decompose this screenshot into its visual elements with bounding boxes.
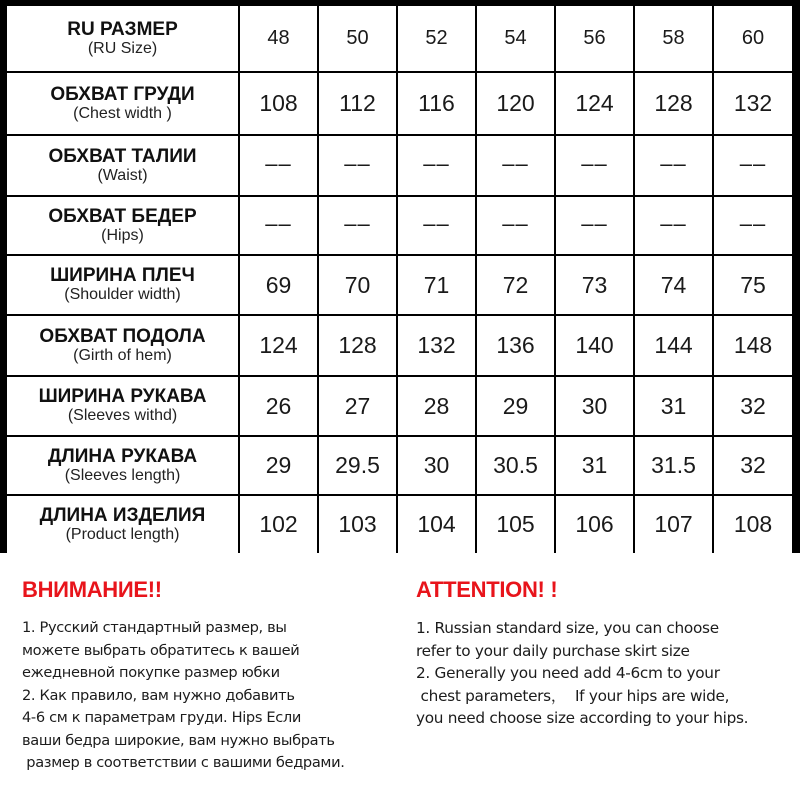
measurement-cell bbox=[555, 495, 634, 553]
measurement-value: 132 bbox=[733, 90, 773, 116]
measurement-value: 73 bbox=[581, 271, 608, 298]
measurement-cell bbox=[713, 72, 792, 135]
measurement-cell bbox=[634, 376, 713, 436]
row-label-ru: ОБХВАТ БЕДЕР bbox=[48, 205, 197, 227]
measurement-cell bbox=[476, 436, 555, 495]
measurement-cell bbox=[555, 135, 634, 196]
measurement-cell bbox=[476, 315, 555, 376]
row-label bbox=[7, 376, 239, 436]
measurement-value: –– bbox=[344, 210, 371, 236]
note-line: chest parameters， If your hips are wide, bbox=[416, 686, 730, 705]
row-label-en: (Shoulder width) bbox=[64, 286, 181, 303]
measurement-value: 32 bbox=[740, 392, 766, 419]
measurement-cell bbox=[239, 436, 318, 495]
size-header-cell bbox=[476, 6, 555, 72]
header-row bbox=[7, 6, 792, 72]
measurement-value: 108 bbox=[259, 90, 298, 116]
measurement-cell bbox=[239, 376, 318, 436]
measurement-cell bbox=[397, 315, 476, 376]
measurement-value: –– bbox=[660, 150, 687, 176]
measurement-cell bbox=[239, 196, 318, 255]
row-label-en: (RU Size) bbox=[87, 39, 158, 57]
row-label-en: (Hips) bbox=[101, 226, 144, 244]
measurement-value: –– bbox=[265, 150, 292, 176]
note-line: 1. Russian standard size, you can choose bbox=[416, 619, 719, 637]
measurement-value: 74 bbox=[660, 271, 687, 298]
attention-title-en: ATTENTION! ! bbox=[416, 577, 558, 602]
size-header-cell bbox=[239, 6, 318, 72]
measurement-value: 148 bbox=[733, 332, 773, 358]
measurement-cell bbox=[713, 255, 792, 315]
measurement-cell bbox=[713, 315, 792, 376]
note-line: ваши бедра широкие, вам нужно выбрать bbox=[22, 731, 335, 749]
measurement-cell bbox=[397, 72, 476, 135]
row-label-ru: ОБХВАТ ГРУДИ bbox=[50, 83, 195, 105]
row-label-ru: RU РАЗМЕР bbox=[67, 18, 178, 40]
measurement-value: 108 bbox=[733, 511, 773, 537]
attention-notes-russian bbox=[22, 575, 412, 775]
row-label-ru: ОБХВАТ ТАЛИИ bbox=[48, 145, 197, 167]
row-label-ru: ДЛИНА ИЗДЕЛИЯ bbox=[39, 504, 206, 526]
row-label bbox=[7, 436, 239, 495]
measurement-value: –– bbox=[502, 150, 529, 176]
note-line: ежедневной покупке размер юбки bbox=[22, 664, 280, 681]
measurement-value: 128 bbox=[654, 90, 693, 116]
note-line: размер в соответствии с вашими бедрами. bbox=[22, 754, 345, 771]
measurement-value: 132 bbox=[417, 332, 456, 358]
note-line: 1. Русский стандартный размер, вы bbox=[22, 619, 287, 636]
measurement-cell bbox=[555, 72, 634, 135]
measurement-value: 71 bbox=[423, 271, 450, 298]
table-row bbox=[7, 436, 792, 495]
row-label bbox=[7, 196, 239, 255]
measurement-value: 103 bbox=[338, 511, 377, 537]
measurement-value: 29.5 bbox=[335, 452, 380, 478]
row-label-en: (Sleeves length) bbox=[64, 466, 181, 484]
row-label bbox=[7, 72, 239, 135]
measurement-cell bbox=[555, 436, 634, 495]
size-value: 52 bbox=[425, 27, 448, 49]
measurement-cell bbox=[476, 72, 555, 135]
size-chart-table bbox=[7, 6, 792, 553]
measurement-cell bbox=[713, 495, 792, 553]
table-row bbox=[7, 495, 792, 553]
measurement-value: 75 bbox=[740, 271, 766, 298]
table-row bbox=[7, 315, 792, 376]
measurement-value: 112 bbox=[339, 90, 376, 116]
measurement-value: 31 bbox=[581, 452, 608, 478]
measurement-cell bbox=[634, 315, 713, 376]
measurement-value: 27 bbox=[344, 392, 371, 419]
measurement-cell bbox=[634, 495, 713, 553]
measurement-value: –– bbox=[581, 210, 608, 236]
measurement-value: 102 bbox=[259, 511, 298, 537]
measurement-value: 30 bbox=[423, 452, 450, 478]
size-value: 58 bbox=[662, 27, 685, 49]
measurement-value: 30.5 bbox=[493, 452, 538, 478]
measurement-value: 72 bbox=[502, 271, 529, 298]
size-header-cell bbox=[397, 6, 476, 72]
measurement-value: –– bbox=[660, 210, 687, 236]
note-line: можете выбрать обратитесь к вашей bbox=[22, 641, 300, 659]
size-header-cell bbox=[318, 6, 397, 72]
measurement-cell bbox=[318, 376, 397, 436]
measurement-value: 29 bbox=[502, 392, 529, 419]
measurement-value: 106 bbox=[575, 511, 614, 537]
measurement-value: 124 bbox=[575, 90, 614, 116]
measurement-value: 128 bbox=[338, 332, 377, 358]
size-value: 48 bbox=[267, 27, 290, 49]
measurement-value: –– bbox=[423, 210, 450, 236]
measurement-cell bbox=[555, 255, 634, 315]
measurement-value: –– bbox=[265, 210, 292, 236]
measurement-cell bbox=[239, 315, 318, 376]
attention-notes-english bbox=[416, 575, 800, 730]
measurement-cell bbox=[318, 315, 397, 376]
attention-title-ru: ВНИМАНИЕ!! bbox=[22, 577, 162, 602]
measurement-cell bbox=[397, 495, 476, 553]
size-header-cell bbox=[634, 6, 713, 72]
measurement-value: 120 bbox=[496, 90, 535, 116]
table-row bbox=[7, 72, 792, 135]
row-label-en: (Product length) bbox=[65, 525, 180, 543]
measurement-cell bbox=[318, 196, 397, 255]
measurement-cell bbox=[318, 495, 397, 553]
measurement-value: –– bbox=[502, 210, 529, 236]
row-label-en: (Girth of hem) bbox=[73, 346, 172, 364]
row-label bbox=[7, 315, 239, 376]
measurement-cell bbox=[555, 315, 634, 376]
measurement-cell bbox=[476, 255, 555, 315]
row-label bbox=[7, 135, 239, 196]
measurement-cell bbox=[713, 436, 792, 495]
size-value: 60 bbox=[741, 27, 765, 49]
row-label bbox=[7, 255, 239, 315]
measurement-value: 30 bbox=[581, 392, 608, 419]
row-label-en: (Waist) bbox=[97, 166, 148, 184]
row-label-ru: ШИРИНА ПЛЕЧ bbox=[50, 265, 195, 286]
measurement-value: 124 bbox=[259, 332, 298, 358]
measurement-cell bbox=[713, 196, 792, 255]
measurement-cell bbox=[555, 196, 634, 255]
measurement-value: 105 bbox=[496, 511, 535, 537]
measurement-cell bbox=[397, 376, 476, 436]
measurement-cell bbox=[318, 72, 397, 135]
size-value: 56 bbox=[583, 27, 606, 49]
measurement-cell bbox=[318, 135, 397, 196]
size-value: 50 bbox=[346, 27, 369, 49]
row-label-en: (Chest width ) bbox=[73, 104, 172, 122]
measurement-cell bbox=[397, 196, 476, 255]
table-row bbox=[7, 376, 792, 436]
size-header-cell bbox=[555, 6, 634, 72]
measurement-value: 31.5 bbox=[651, 452, 696, 478]
measurement-value: 26 bbox=[265, 392, 292, 419]
measurement-cell bbox=[239, 135, 318, 196]
size-header-cell bbox=[713, 6, 792, 72]
note-line: 4-6 см к параметрам груди. Hips Если bbox=[22, 709, 302, 726]
measurement-cell bbox=[634, 436, 713, 495]
note-line: you need choose size according to your hips. bbox=[416, 709, 749, 727]
measurement-cell bbox=[397, 135, 476, 196]
measurement-value: 116 bbox=[418, 90, 455, 116]
measurement-value: 29 bbox=[265, 452, 292, 478]
size-value: 54 bbox=[504, 27, 527, 49]
measurement-value: 70 bbox=[344, 271, 371, 298]
row-label-ru: ШИРИНА РУКАВА bbox=[38, 386, 207, 407]
note-line: 2. Как правило, вам нужно добавить bbox=[22, 686, 295, 704]
row-label bbox=[7, 6, 239, 72]
measurement-cell bbox=[476, 376, 555, 436]
measurement-cell bbox=[555, 376, 634, 436]
measurement-cell bbox=[713, 135, 792, 196]
measurement-value: 28 bbox=[423, 392, 450, 419]
measurement-cell bbox=[397, 255, 476, 315]
measurement-value: –– bbox=[423, 150, 450, 176]
measurement-value: –– bbox=[739, 150, 767, 176]
measurement-value: –– bbox=[581, 150, 608, 176]
measurement-cell bbox=[634, 135, 713, 196]
measurement-value: 144 bbox=[654, 332, 693, 358]
measurement-value: 31 bbox=[660, 392, 687, 419]
table-row bbox=[7, 196, 792, 255]
note-line: 2. Generally you need add 4-6cm to your bbox=[416, 664, 720, 682]
row-label bbox=[7, 495, 239, 553]
measurement-cell bbox=[634, 72, 713, 135]
measurement-value: –– bbox=[739, 210, 767, 236]
measurement-value: 107 bbox=[654, 511, 693, 537]
table-row bbox=[7, 255, 792, 315]
measurement-value: –– bbox=[344, 150, 371, 176]
measurement-cell bbox=[476, 196, 555, 255]
row-label-ru: ДЛИНА РУКАВА bbox=[47, 445, 198, 467]
measurement-cell bbox=[318, 436, 397, 495]
measurement-value: 32 bbox=[740, 452, 766, 478]
measurement-cell bbox=[239, 72, 318, 135]
measurement-cell bbox=[239, 255, 318, 315]
note-line: refer to your daily purchase skirt size bbox=[416, 641, 690, 660]
measurement-cell bbox=[476, 135, 555, 196]
measurement-cell bbox=[239, 495, 318, 553]
table-row bbox=[7, 135, 792, 196]
measurement-cell bbox=[318, 255, 397, 315]
measurement-value: 140 bbox=[575, 332, 614, 358]
measurement-cell bbox=[713, 376, 792, 436]
measurement-value: 69 bbox=[265, 271, 292, 298]
measurement-cell bbox=[634, 255, 713, 315]
measurement-cell bbox=[397, 436, 476, 495]
measurement-cell bbox=[634, 196, 713, 255]
measurement-value: 136 bbox=[496, 332, 535, 358]
measurement-value: 104 bbox=[417, 511, 456, 537]
measurement-cell bbox=[476, 495, 555, 553]
row-label-en: (Sleeves withd) bbox=[67, 407, 178, 424]
row-label-ru: ОБХВАТ ПОДОЛА bbox=[39, 325, 206, 347]
